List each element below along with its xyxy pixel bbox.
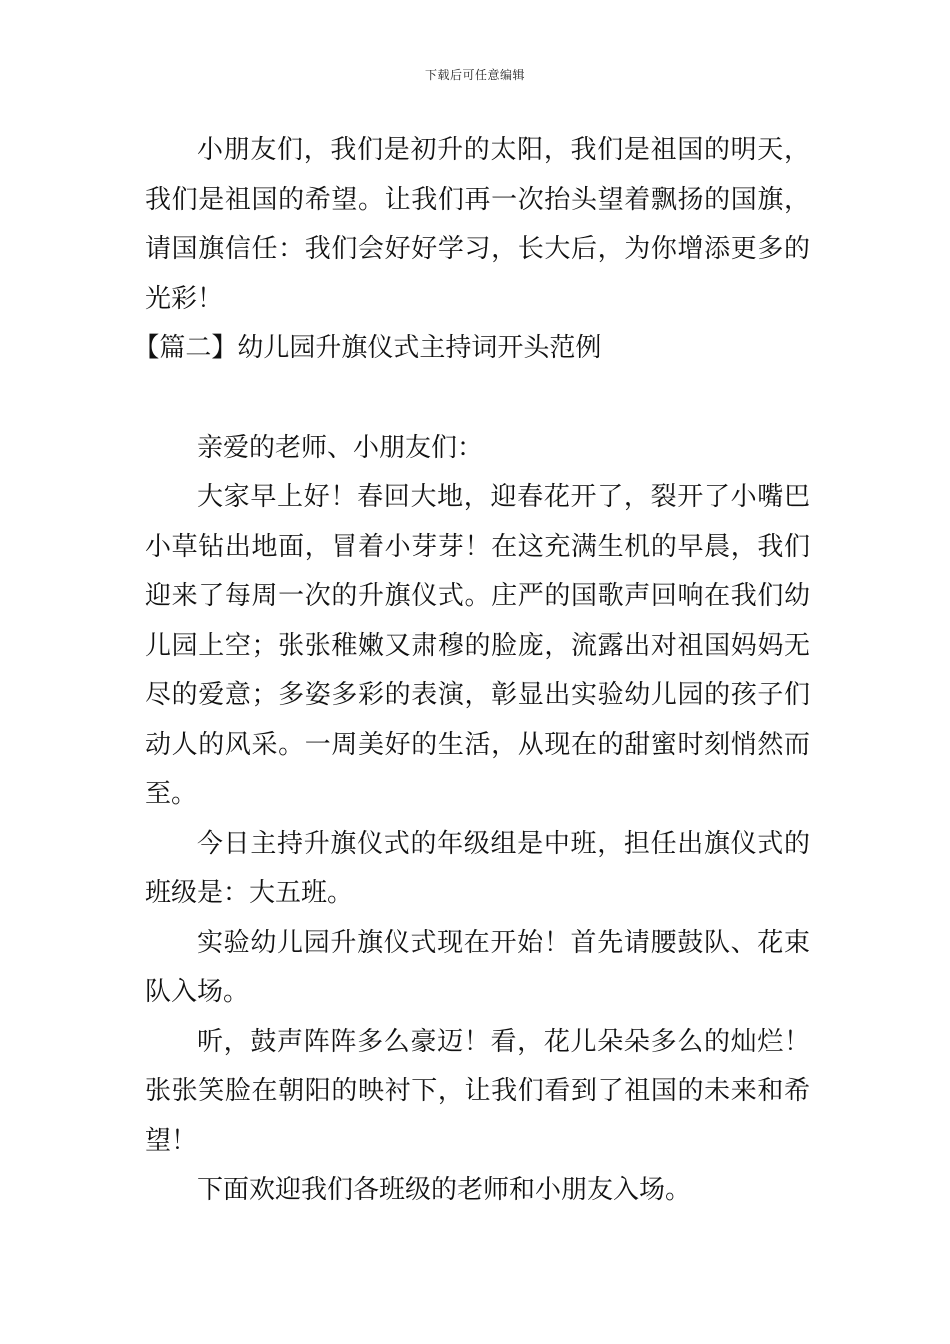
body-paragraph: 下面欢迎我们各班级的老师和小朋友入场。 <box>197 1175 692 1205</box>
section-spacer <box>145 374 810 424</box>
intro-paragraph: 小朋友们，我们是初升的太阳，我们是祖国的明天，我们是祖国的希望。让我们再一次抬头望着飘扬的国旗，请国旗信任：我们会好好学习，长大后，为你增添更多的光彩！ <box>145 135 810 314</box>
section-heading: 【篇二】幼儿园升旗仪式主持词开头范例 <box>133 333 602 363</box>
document-body <box>133 126 810 1216</box>
body-paragraph: 大家早上好！春回大地，迎春花开了，裂开了小嘴巴小草钻出地面，冒着小芽芽！在这充满生机的早晨，我们迎来了每周一次的升旗仪式。庄严的国歌声回响在我们幼儿园上空；张张稚嫩又肃穆的脸庞，流露出对祖国妈妈无尽的爱意；多姿多彩的表演，彰显出实验幼儿园的孩子们动人的风采。一周美好的生活，从现在的甜蜜时刻悄然而至。 <box>145 482 810 809</box>
body-paragraph: 听，鼓声阵阵多么豪迈！看，花儿朵朵多么的灿烂！张张笑脸在朝阳的映衬下，让我们看到了祖国的未来和希望！ <box>145 1026 810 1156</box>
header-note: 下载后可任意编辑 <box>424 68 525 82</box>
greeting-line: 亲爱的老师、小朋友们： <box>197 432 484 463</box>
body-paragraph: 今日主持升旗仪式的年级组是中班，担任出旗仪式的班级是：大五班。 <box>145 828 810 908</box>
body-paragraph: 实验幼儿园升旗仪式现在开始！首先请腰鼓队、花束队入场。 <box>145 927 810 1007</box>
